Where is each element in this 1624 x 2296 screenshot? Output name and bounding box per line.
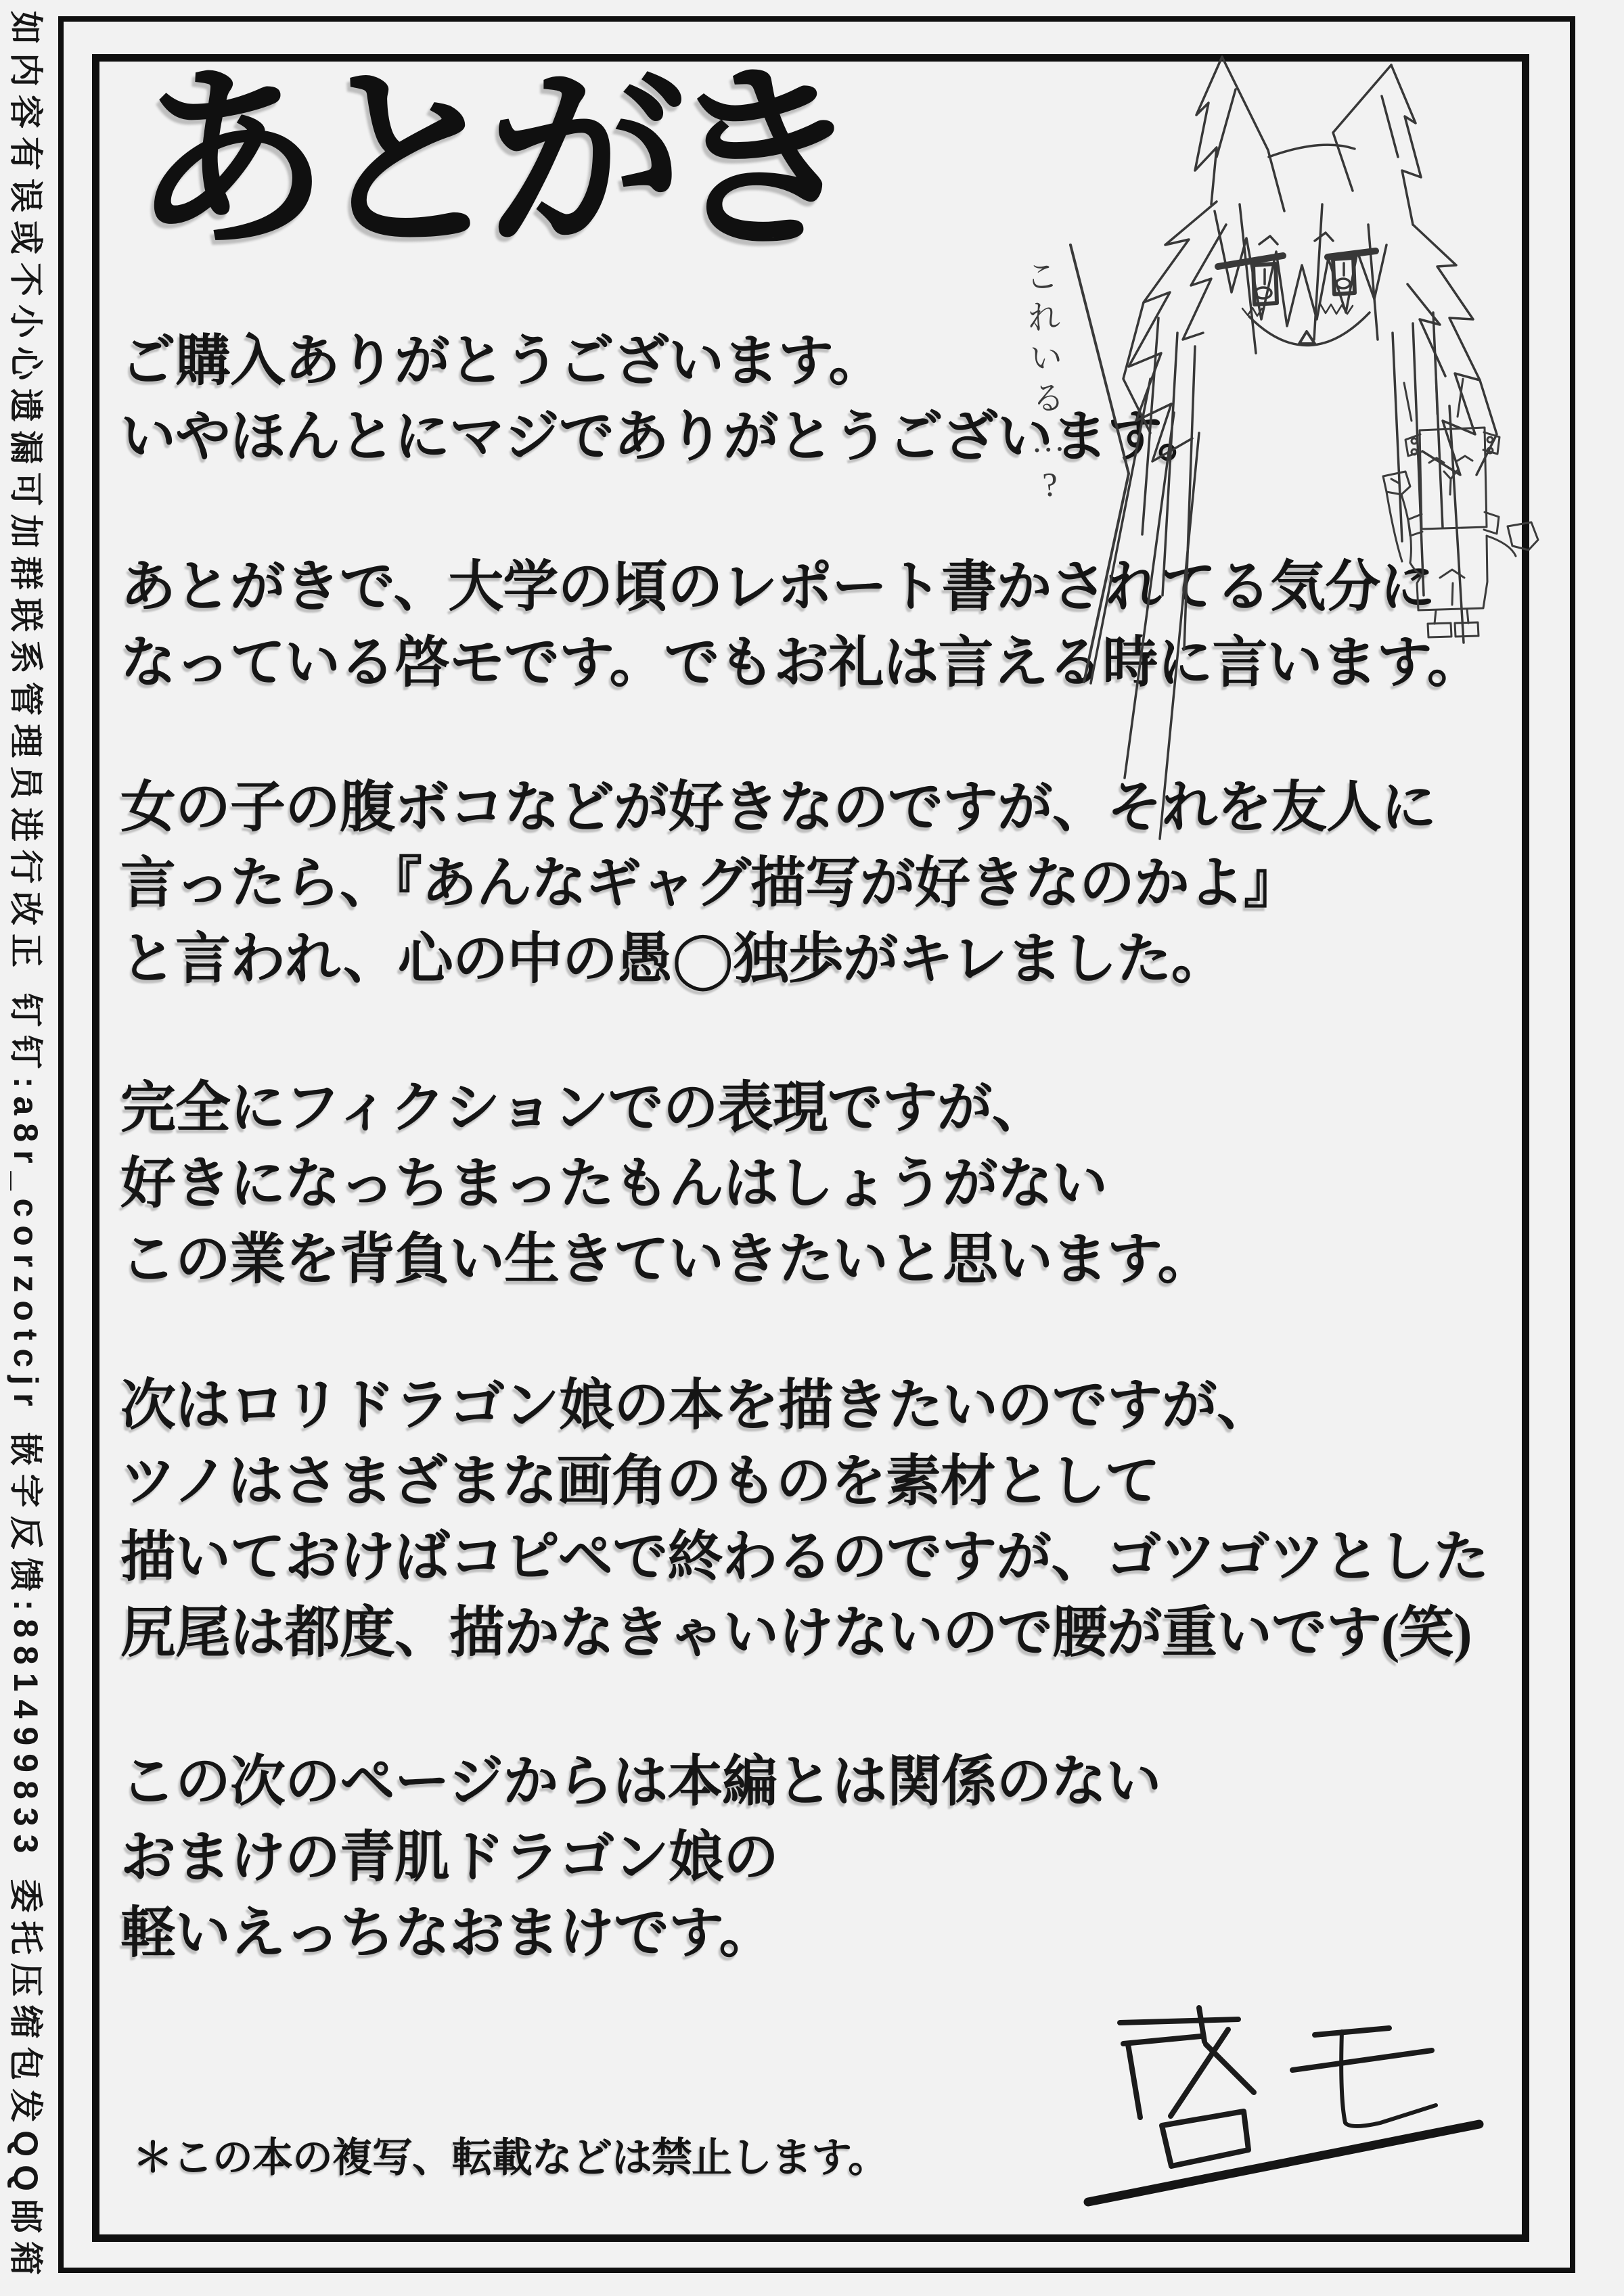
caption-bracket-line (1070, 245, 1129, 682)
text-line: 軽いえっちなおまけです。 (120, 1902, 774, 1964)
text-line: いやほんとにマジでありがとうございます。 (120, 406, 1213, 467)
sketch-caption-handwriting: これいる…? (1019, 257, 1070, 511)
margin-contact-note: 如内容有误或不小心遗漏可加群联系管理员进行改正 钉钉:a8r_corzotcjr 嵌字反馈:881499833 委托压缩包发QQ邮箱 (7, 11, 45, 2284)
text-line: 好きになっちまったもんはしょうがない (120, 1153, 1108, 1214)
text-line: この業を背負い生きていきたいと思います。 (120, 1229, 1213, 1290)
text-line: 尻尾は都度、描かなきゃいけないので腰が重いです(笑) (120, 1602, 1472, 1663)
text-line: あとがきで、大学の頃のレポート書かされてる気分に (120, 556, 1435, 618)
text-line: 次はロリドラゴン娘の本を描きたいのですが、 (120, 1375, 1272, 1436)
signature-underline (1088, 2124, 1479, 2202)
dragon-girl-sketch (1091, 57, 1497, 839)
copyright-note: ＊この本の複写、転載などは禁止します。 (133, 2136, 888, 2180)
text-line: 言ったら、『あんなギャグ描写が好きなのかよ』 (120, 852, 1299, 914)
text-line: 完全にフィクションでの表現ですが、 (120, 1077, 1047, 1139)
text-line: なっている啓モです。でもお礼は言える時に言います。 (120, 632, 1482, 693)
text-line: 描いておけばコピペで終わるのですが、ゴツゴツとした (120, 1526, 1489, 1588)
text-line: この次のページからは本編とは関係のない (120, 1751, 1161, 1812)
text-line: おまけの青肌ドラゴン娘の (120, 1827, 779, 1888)
text-line: と言われ、心の中の愚◯独歩がキレました。 (120, 928, 1226, 990)
text-line: 女の子の腹ボコなどが好きなのですが、それを友人に (120, 777, 1437, 838)
text-line: ご購入ありがとうございます。 (120, 330, 884, 392)
page-title: あとがき (132, 53, 844, 272)
text-line: ツノはさまざまな画角のものを素材として (120, 1450, 1160, 1512)
